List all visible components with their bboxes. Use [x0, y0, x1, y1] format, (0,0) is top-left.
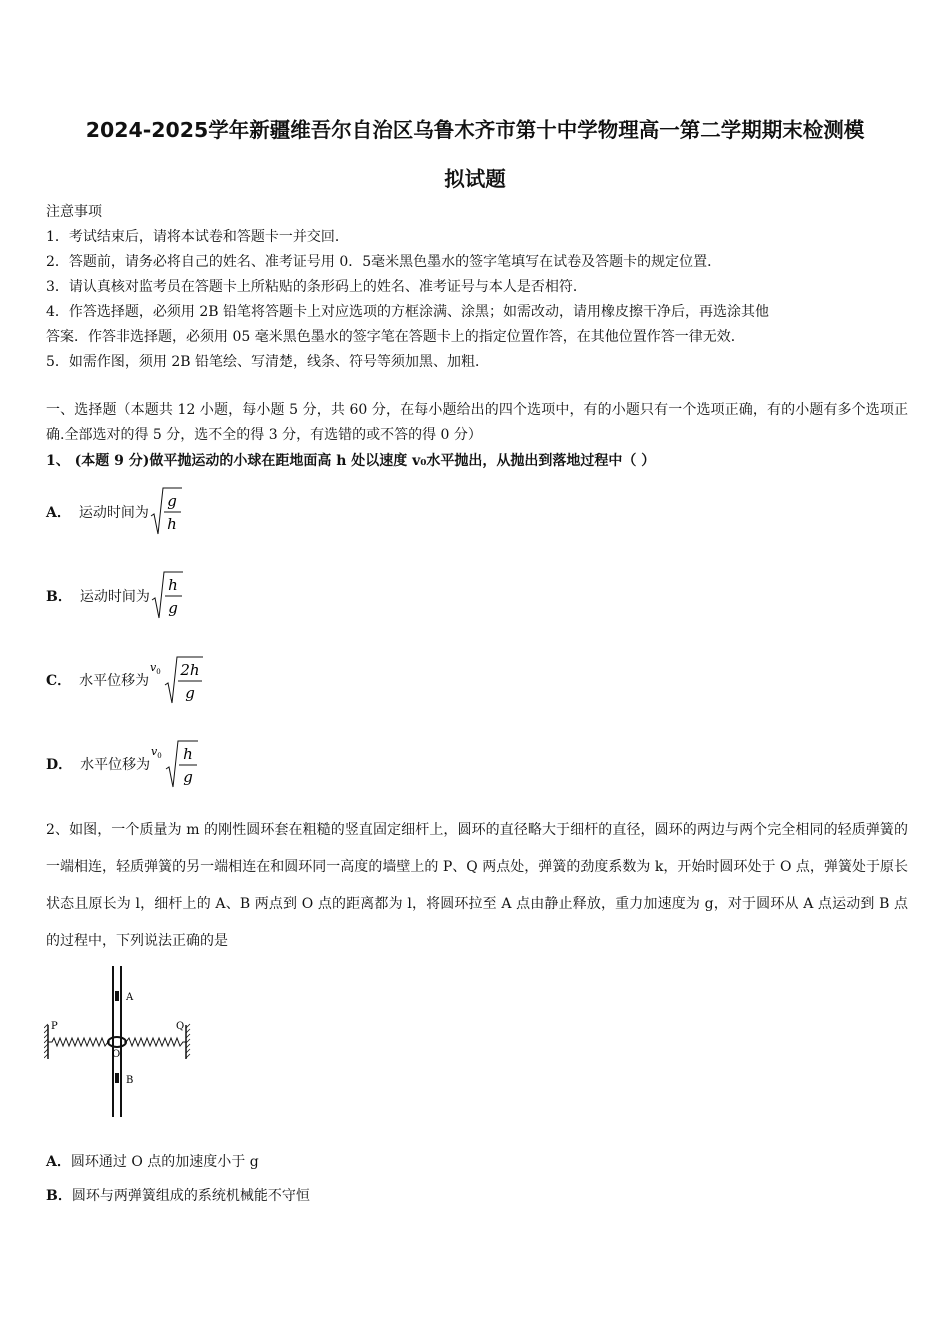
- fraction-numerator: h: [168, 576, 178, 594]
- label-a: A: [126, 992, 134, 1003]
- q1-option-c: [46, 653, 205, 707]
- q2-option-b: [46, 1185, 310, 1205]
- title-line-2: 拟试题: [444, 167, 506, 191]
- q1-option-d: [46, 737, 200, 791]
- label-o: O: [112, 1049, 121, 1060]
- notice-item-2: 2．答题前，请务必将自己的姓名、准考证号用 0．5毫米黑色墨水的签字笔填写在试卷及答题卡的规定位置．: [46, 254, 722, 270]
- option-label: A．: [46, 505, 71, 521]
- notice-item-5: 5．如需作图，须用 2B 铅笔绘、写清楚，线条、符号等须加黑、加粗．: [46, 354, 490, 370]
- fraction-denominator: g: [183, 768, 193, 786]
- fraction-numerator: g: [167, 492, 177, 510]
- q1-option-a: [46, 486, 183, 538]
- fraction-numerator: h: [183, 745, 193, 763]
- option-text: 运动时间为: [78, 505, 149, 521]
- v0-symbol: $v_0$: [151, 745, 162, 760]
- notice-item-4: 4．作答选择题，必须用 2B 铅笔将答题卡上对应选项的方框涂满、涂黑；如需改动，请用橡皮擦干净后，再选涂其他: [46, 304, 769, 320]
- option-label: A．: [46, 1154, 71, 1170]
- option-label: B．: [46, 1188, 72, 1204]
- option-label: B．: [46, 589, 72, 605]
- label-p: P: [51, 1021, 58, 1032]
- question-1-stem: 1、 (本题 9 分)做平抛运动的小球在距地面高 h 处以速度 v₀水平抛出，从抛出到落地过程中（ ）: [46, 453, 656, 469]
- option-label: C．: [46, 673, 72, 689]
- fraction-denominator: g: [185, 684, 195, 702]
- v0-symbol: $v_0$: [150, 661, 161, 676]
- v0-sqrt-fraction-icon: [150, 737, 200, 791]
- option-label: D．: [46, 757, 73, 773]
- notice-item-4-cont: 答案．作答非选择题，必须用 05 毫米黑色墨水的签字笔在答题卡上的指定位置作答，在其他位置作答一律无效．: [46, 329, 745, 345]
- option-text: 水平位移为: [79, 673, 150, 689]
- option-text: 水平位移为: [80, 757, 151, 773]
- option-text: 圆环通过 O 点的加速度小于 g: [70, 1154, 259, 1170]
- option-text: 圆环与两弹簧组成的系统机械能不守恒: [71, 1188, 310, 1204]
- sqrt-fraction-icon: [150, 570, 184, 622]
- notice-item-3: 3．请认真核对监考员在答题卡上所粘贴的条形码上的姓名、准考证号与本人是否相符．: [46, 279, 587, 295]
- v0-sqrt-fraction-icon: [149, 653, 205, 707]
- notice-item-1: 1．考试结束后，请将本试卷和答题卡一并交回．: [46, 229, 349, 245]
- label-b: B: [126, 1075, 134, 1086]
- title-line-1: 2024-2025学年新疆维吾尔自治区乌鲁木齐市第十中学物理高一第二学期期末检测模: [85, 118, 865, 142]
- notice-heading: 注意事项: [46, 204, 102, 220]
- q1-option-b: [46, 570, 184, 622]
- section-1-instructions: 一、选择题（本题共 12 小题，每小题 5 分，共 60 分，在每小题给出的四个选项中，有的小题只有一个选项正确，有的小题有多个选项正确.全部选对的得 5 分，选不全的得 3 分，有选错的或不答的得 0 分）: [46, 402, 908, 443]
- label-q: Q: [176, 1021, 185, 1032]
- option-text: 运动时间为: [79, 589, 150, 605]
- fraction-numerator: 2h: [180, 661, 200, 679]
- q2-option-a: [46, 1151, 259, 1171]
- ring-spring-figure: [44, 962, 194, 1122]
- question-2-stem: 2、如图，一个质量为 m 的刚性圆环套在粗糙的竖直固定细杆上，圆环的直径略大于细杆的直径，圆环的两边与两个完全相同的轻质弹簧的一端相连，轻质弹簧的另一端相连在和圆环同一高度的墙壁上的 P、Q 两点处，弹簧的劲度系数为 k，开始时圆环处于 O 点，弹簧处于原长状态且原长为 l，细杆上的 A、B 两点到 O 点的距离都为 l，将圆环拉至 A 点由静止释放，重力加速度为 g，对于圆环从 A 点运动到 B 点的过程中，下列说法正确的是: [46, 822, 908, 949]
- sqrt-fraction-icon: [149, 486, 183, 538]
- fraction-denominator: h: [167, 515, 177, 533]
- fraction-denominator: g: [168, 599, 178, 617]
